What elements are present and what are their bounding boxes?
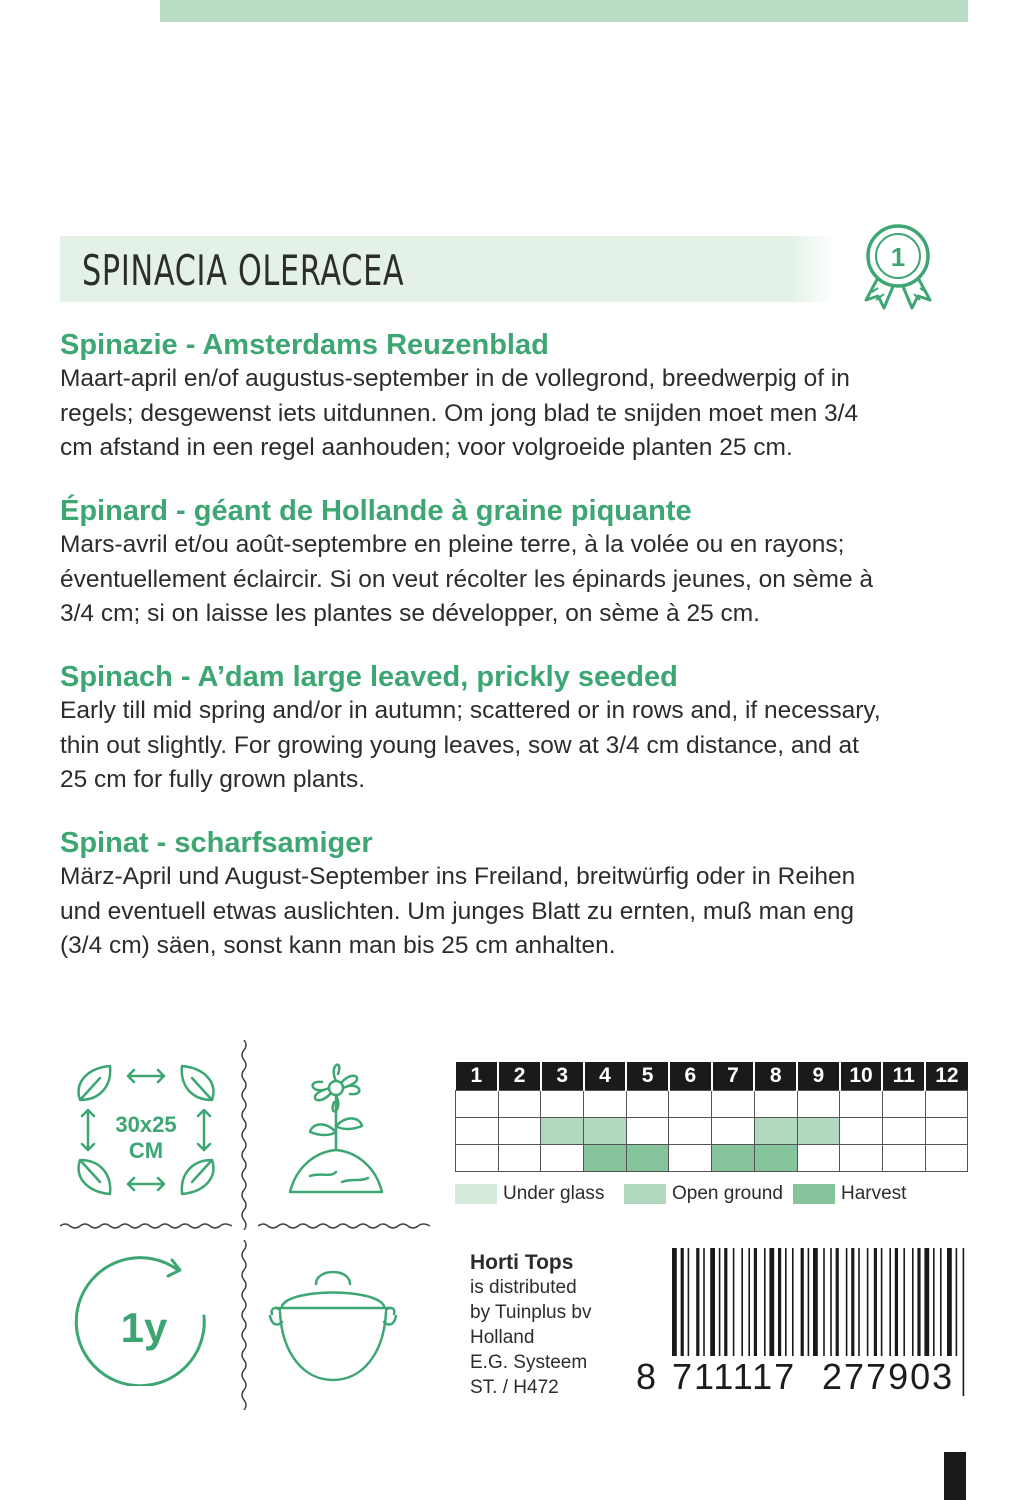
section-title: Épinard - géant de Hollande à graine piquante: [60, 495, 692, 527]
calendar-cell: [840, 1117, 883, 1144]
section-line: éventuellement éclaircir. Si on veut récolter les épinards jeunes, on sème à: [60, 565, 874, 593]
barcode-bar: [889, 1248, 891, 1356]
legend-swatch: [793, 1184, 835, 1204]
section-line: regels; desgewenst iets uitdunnen. Om jong blad te snijden moet men 3/4: [60, 399, 859, 427]
section-english: [60, 660, 970, 798]
barcode-bar: [813, 1248, 818, 1356]
print-registration-mark: [944, 1452, 966, 1500]
wavy-divider-vertical: [238, 1240, 250, 1410]
spacing-unit: CM: [128, 1138, 164, 1163]
calendar-cell: [712, 1090, 755, 1117]
section-title: Spinat - scharfsamiger: [60, 827, 373, 859]
barcode-group-right: 277903: [822, 1356, 955, 1397]
barcode-bar: [940, 1248, 942, 1356]
barcode-bar: [808, 1248, 810, 1356]
barcode-bar: [785, 1248, 787, 1356]
legend-label: Open ground: [672, 1183, 783, 1204]
barcode-bar: [778, 1248, 781, 1356]
barcode-bar: [851, 1248, 854, 1356]
calendar-cell: [456, 1090, 499, 1117]
section-line: 25 cm for fully grown plants.: [60, 766, 366, 793]
ribbon-badge-icon: [858, 222, 938, 312]
barcode-bar: [688, 1248, 690, 1356]
barcode-bar: [748, 1248, 750, 1356]
brand-name: Horti Tops: [470, 1251, 574, 1274]
calendar-cell: [626, 1090, 669, 1117]
barcode-bar: [741, 1248, 743, 1356]
barcode-group-left: 711117: [672, 1356, 797, 1397]
section-title: Spinazie - Amsterdams Reuzenblad: [60, 329, 549, 361]
barcode-bar: [792, 1248, 794, 1356]
section-line: 3/4 cm; si on laisse les plantes se développer, on sème à 25 cm.: [60, 600, 760, 627]
distributor-line: E.G. Systeem: [470, 1352, 588, 1373]
distributor-line: by Tuinplus bv: [470, 1302, 592, 1323]
barcode-bar: [769, 1248, 774, 1356]
barcode-bar: [696, 1248, 699, 1356]
barcode-bar: [703, 1248, 705, 1356]
calendar-cell: [498, 1144, 541, 1171]
calendar-cell: [584, 1090, 627, 1117]
calendar-cell: [498, 1090, 541, 1117]
calendar-cell: [925, 1117, 968, 1144]
calendar-cell: [797, 1144, 840, 1171]
barcode-bar: [801, 1248, 804, 1356]
calendar-cell: [541, 1144, 584, 1171]
section-dutch: [60, 328, 970, 466]
calendar-cell: [925, 1090, 968, 1117]
calendar-cell: [882, 1117, 925, 1144]
barcode-bar: [858, 1248, 860, 1356]
calendar-cell: [840, 1090, 883, 1117]
legend-label: Under glass: [503, 1183, 605, 1204]
month-header: 7: [712, 1062, 755, 1090]
calendar-cell: [456, 1117, 499, 1144]
calendar-cell: [882, 1090, 925, 1117]
calendar-cell-active: [584, 1144, 627, 1171]
barcode-bar: [903, 1248, 905, 1356]
month-header: 3: [541, 1062, 584, 1090]
calendar-cell: [840, 1144, 883, 1171]
section-french: [60, 494, 970, 632]
barcode-bar: [846, 1248, 848, 1356]
barcode-bar: [719, 1248, 721, 1356]
legend-swatch: [624, 1184, 666, 1204]
month-header: 4: [584, 1062, 627, 1090]
month-header: 6: [669, 1062, 712, 1090]
calendar-cell-active: [797, 1117, 840, 1144]
calendar-cell: [797, 1090, 840, 1117]
section-line: cm afstand in een regel aanhouden; voor volgroeide planten 25 cm.: [60, 434, 793, 461]
calendar-row-open-ground: [456, 1117, 968, 1144]
legend-under-glass: [455, 1183, 604, 1205]
month-header: 1: [456, 1062, 499, 1090]
section-line: und eventuell etwas auslichten. Um junges Blatt zu ernten, muß man eng: [60, 897, 854, 925]
sowing-calendar: [455, 1062, 968, 1172]
calendar-cell-active: [541, 1117, 584, 1144]
calendar-cell-active: [712, 1144, 755, 1171]
legend-open-ground: [624, 1183, 783, 1205]
wavy-divider-vertical: [238, 1040, 250, 1230]
month-header: 8: [754, 1062, 797, 1090]
calendar-cell-active: [754, 1144, 797, 1171]
calendar-cell: [498, 1117, 541, 1144]
calendar-cell-active: [754, 1117, 797, 1144]
annual-cycle-icon: [72, 1256, 222, 1386]
barcode-bar: [917, 1248, 920, 1356]
section-line: Early till mid spring and/or in autumn; scattered or in rows and, if necessary,: [60, 697, 881, 724]
flowering-plant-icon: [280, 1052, 390, 1212]
calendar-cell: [754, 1090, 797, 1117]
barcode-bar: [881, 1248, 883, 1356]
calendar-row-harvest: [456, 1144, 968, 1171]
section-german: [60, 826, 970, 964]
barcode-bar: [963, 1248, 965, 1396]
calendar-cell: [669, 1117, 712, 1144]
barcode-bar: [912, 1248, 914, 1356]
barcode-bar: [947, 1248, 952, 1356]
section-line: (3/4 cm) säen, sonst kann man bis 25 cm anhalten.: [60, 932, 616, 959]
legend-label: Harvest: [841, 1183, 907, 1204]
month-header: 9: [797, 1062, 840, 1090]
section-line: März-April und August-September ins Freiland, breitwürfig oder in Reihen: [60, 863, 856, 890]
calendar-cell-active: [626, 1144, 669, 1171]
legend-harvest: [793, 1183, 906, 1205]
calendar-cell: [456, 1144, 499, 1171]
section-line: Maart-april en/of augustus-september in de vollegrond, breedwerpig of in: [60, 365, 850, 392]
wavy-divider-horizontal: [60, 1220, 232, 1232]
section-line: Mars-avril et/ou août-septembre en pleine terre, à la volée ou en rayons;: [60, 531, 845, 558]
calendar-cell: [669, 1144, 712, 1171]
barcode-bar: [924, 1248, 929, 1356]
lifecycle-label: 1y: [120, 1304, 168, 1351]
section-title: Spinach - A’dam large leaved, prickly seeded: [60, 661, 678, 693]
calendar-month-row: [456, 1062, 968, 1090]
barcode-bar: [724, 1248, 727, 1356]
calendar-row-under-glass: [456, 1090, 968, 1117]
latin-name: SPINACIA OLERACEA: [82, 246, 405, 295]
calendar-cell: [712, 1117, 755, 1144]
barcode-bar: [733, 1248, 735, 1356]
plant-spacing-icon: [66, 1060, 226, 1208]
month-header: 5: [626, 1062, 669, 1090]
month-header: 12: [925, 1062, 968, 1090]
legend-swatch: [455, 1184, 497, 1204]
calendar-cell: [669, 1090, 712, 1117]
calendar-cell: [925, 1144, 968, 1171]
calendar-cell: [882, 1144, 925, 1171]
spacing-value: 30x25: [115, 1112, 177, 1137]
barcode-bar: [754, 1248, 757, 1356]
barcode-bar: [895, 1248, 898, 1356]
calendar-cell-active: [584, 1117, 627, 1144]
barcode-bar: [867, 1248, 869, 1356]
distributor-line: ST. / H472: [470, 1377, 559, 1398]
barcode-bar: [933, 1248, 935, 1356]
wavy-divider-horizontal: [258, 1220, 430, 1232]
calendar-cell: [626, 1117, 669, 1144]
barcode-digit-first: 8: [636, 1356, 657, 1397]
distributor-line: is distributed: [470, 1277, 577, 1298]
section-line: thin out slightly. For growing young leaves, sow at 3/4 cm distance, and at: [60, 731, 859, 759]
barcode-bar: [956, 1248, 958, 1356]
barcode-bar: [836, 1248, 839, 1356]
calendar-cell: [541, 1090, 584, 1117]
barcode-bar: [764, 1248, 766, 1356]
barcode-bar: [710, 1248, 715, 1356]
month-header: 10: [840, 1062, 883, 1090]
distributor-line: Holland: [470, 1327, 535, 1348]
month-header: 11: [882, 1062, 925, 1090]
barcode-bar: [874, 1248, 877, 1356]
month-header: 2: [498, 1062, 541, 1090]
badge-number: 1: [890, 242, 906, 272]
cooking-pot-icon: [268, 1258, 398, 1388]
top-color-strip: [160, 0, 968, 22]
distributor-info: [470, 1250, 591, 1400]
